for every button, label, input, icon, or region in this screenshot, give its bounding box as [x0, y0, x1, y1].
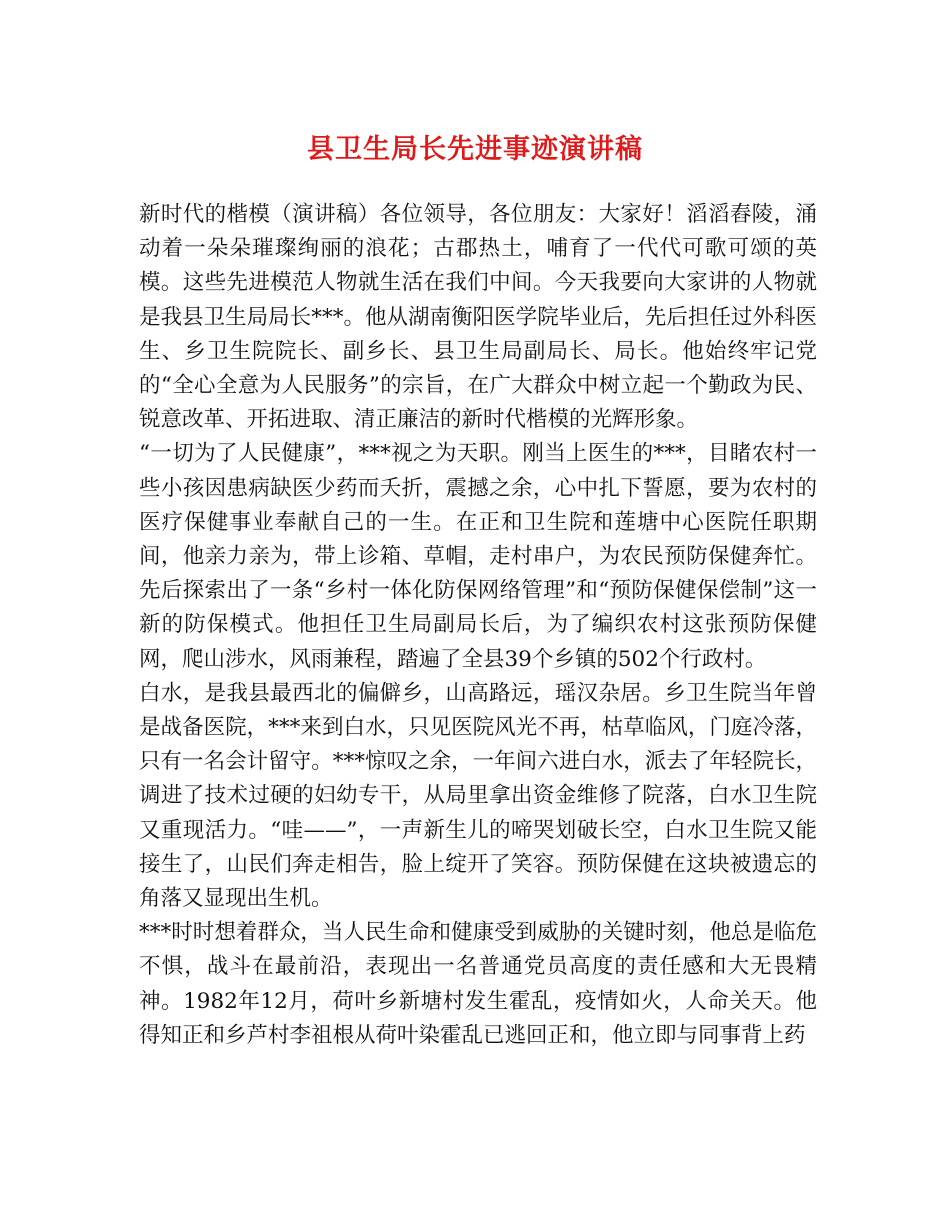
- paragraph-health: “一切为了人民健康”，***视之为天职。刚当上医生的***，目睹农村一些小孩因患病缺医少药而夭折，震撼之余，心中扎下誓愿，要为农村的医疗保健事业奉献自己的一生。在正和卫生院和莲塘中心医院任职期间，他亲力亲为，带上诊箱、草帽，走村串户，为农民预防保健奔忙。先后探索出了一条“乡村一体化防保网络管理”和“预防保健保偿制”这一新的防保模式。他担任卫生局副局长后，为了编织农村这张预防保健网，爬山涉水，风雨兼程，踏遍了全县39个乡镇的502个行政村。: [139, 441, 817, 672]
- paragraph-intro: 新时代的楷模（演讲稿）各位领导，各位朋友：大家好！滔滔舂陵，涌动着一朵朵璀璨绚丽的浪花；古郡热土，哺育了一代代可歌可颂的英模。这些先进模范人物就生活在我们中间。今天我要向大家讲的人物就是我县卫生局局长***。他从湖南衡阳医学院毕业后，先后担任过外科医生、乡卫生院院长、副乡长、县卫生局副局长、局长。他始终牢记党的“全心全意为人民服务”的宗旨，在广大群众中树立起一个勤政为民、锐意改革、开拓进取、清正廉洁的新时代楷模的光辉形象。: [139, 202, 817, 433]
- paragraph-baishui: 白水，是我县最西北的偏僻乡，山高路远，瑶汉杂居。乡卫生院当年曾是战备医院，***来到白水，只见医院风光不再，枯草临风，门庭冷落，只有一名会计留守。***惊叹之余，一年间六进白水，派去了年轻院长，调进了技术过硬的妇幼专干，从局里拿出资金维修了院落，白水卫生院又重现活力。“哇——”，一声新生儿的啼哭划破长空，白水卫生院又能接生了，山民们奔走相告，脸上绽开了笑容。预防保健在这块被遗忘的角落又显现出生机。: [139, 680, 817, 912]
- document-title: 县卫生局长先进事迹演讲稿: [307, 134, 643, 165]
- document-body: [139, 198, 817, 1053]
- paragraph-cholera: ***时时想着群众，当人民生命和健康受到威胁的关键时刻，他总是临危不惧，战斗在最前沿，表现出一名普通党员高度的责任感和大无畏精神。1982年12月，荷叶乡新塘村发生霍乱，疫情如火，人命关天。他得知正和乡芦村李祖根从荷叶染霍乱已逃回正和，他立即与同事背上药: [139, 920, 817, 1048]
